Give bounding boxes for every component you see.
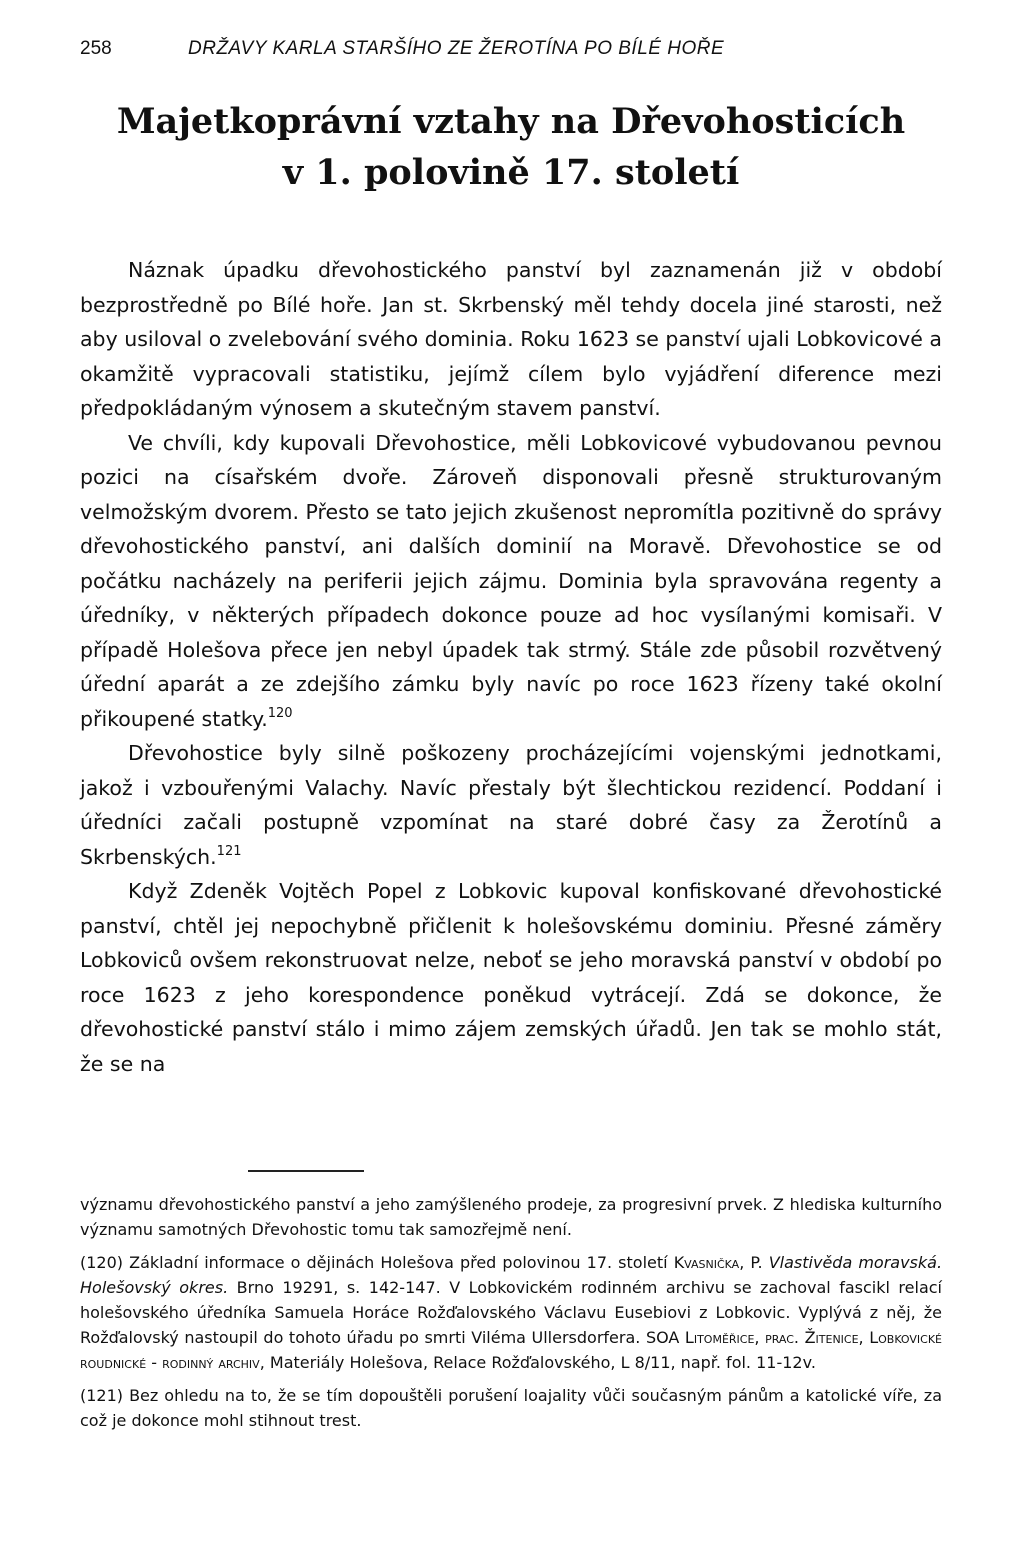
running-title: DRŽAVY KARLA STARŠÍHO ZE ŽEROTÍNA PO BÍLÉ HOŘE xyxy=(188,38,725,59)
footnote-120-title: Vlastivěda moravská. Holešovský okres. xyxy=(80,1253,943,1297)
footnote-120-marker: (120) xyxy=(80,1253,124,1272)
document-page xyxy=(80,0,942,1560)
paragraph-1 xyxy=(80,253,942,426)
footnotes xyxy=(80,1192,942,1441)
footnote-121 xyxy=(80,1383,942,1433)
paragraph-4-text: Když Zdeněk Vojtěch Popel z Lobkovic kupoval konfiskované dřevohostické panství, chtěl jej nepochybně přičlenit k holešovskému dominiu. Přesné záměry Lobkoviců ovšem rekonstruovat nelze, neboť se jeho moravská panství v období po roce 1623 z jeho korespondence poněkud vytrácejí. Zdá se dokonce, že dřevohostické panství stálo i mimo zájem zemských úřadů. Jen tak se mohlo stát, že se na xyxy=(80,879,942,1076)
footnote-120-text-a: Základní informace o dějinách Holešova před polovinou 17. století xyxy=(129,1253,668,1272)
footnote-separator xyxy=(248,1170,364,1172)
page-number: 258 xyxy=(80,38,112,59)
paragraph-2 xyxy=(80,426,942,737)
paragraph-3-text: Dřevohostice byly silně poškozeny procházejícími vojenskými jednotkami, jakož i vzbouřenými Valachy. Navíc přestaly být šlechtickou rezidencí. Poddaní i úředníci začali postupně vzpomínat na staré dobré časy za Žerotínů a Skrbenských. xyxy=(80,741,942,869)
footnote-121-marker: (121) xyxy=(80,1386,124,1405)
paragraph-3 xyxy=(80,736,942,874)
footnote-120-author: Kvasnička, P. xyxy=(673,1253,763,1272)
footnote-120-archive: SOA Litoměřice, prac. Žitenice, Lobkovické roudnické - rodinný archiv, xyxy=(80,1328,943,1372)
body-text xyxy=(80,253,942,1081)
paragraph-4 xyxy=(80,874,942,1081)
running-head xyxy=(80,38,942,60)
paragraph-1-text: Náznak úpadku dřevohostického panství byl zaznamenán již v období bezprostředně po Bílé hoře. Jan st. Skrbenský měl tehdy docela jiné starosti, než aby usiloval o zvelebování svého dominia. Roku 1623 se panství ujali Lobkovicové a okamžitě vypracovali statistiku, jejímž cílem bylo vyjádření diference mezi předpokládaným výnosem a skutečným stavem panství. xyxy=(80,258,942,420)
chapter-title-line1: Majetkoprávní vztahy na Dřevohosticích xyxy=(116,101,906,142)
footnote-120-text-c: Materiály Holešova, Relace Rožďalovského, L 8/11, např. fol. 11-12v. xyxy=(269,1353,816,1372)
footnote-ref-120[interactable]: 120 xyxy=(267,705,293,721)
chapter-title-line2: v 1. polovině 17. století xyxy=(282,152,740,193)
paragraph-2-text: Ve chvíli, kdy kupovali Dřevohostice, měli Lobkovicové vybudovanou pevnou pozici na císařském dvoře. Zároveň disponovali přesně strukturovaným velmožským dvorem. Přesto se tato jejich zkušenost nepromítla pozitivně do správy dřevohostického panství, ani dalších dominií na Moravě. Dřevohostice se od počátku nacházely na periferii jejich zájmu. Dominia byla spravována regenty a úředníky, v některých případech dokonce pouze ad hoc vysílanými komisaři. V případě Holešova přece jen nebyl úpadek tak strmý. Stále zde působil rozvětvený úřední aparát a ze zdejšího zámku byly navíc po roce 1623 řízeny také okolní přikoupené statky. xyxy=(80,430,942,731)
footnote-121-text: Bez ohledu na to, že se tím dopouštěli porušení loajality vůči současným pánům a katolické víře, za což je dokonce mohl stihnout trest. xyxy=(80,1386,942,1430)
chapter-title xyxy=(80,96,942,198)
footnote-ref-121[interactable]: 121 xyxy=(216,843,242,859)
footnote-120 xyxy=(80,1250,942,1375)
footnote-120-text-b: Brno 19291, s. 142-147. V Lobkovickém rodinném archivu se zachoval fascikl relací holešovského úředníka Samuela Horáce Rožďalovského Václavu Eusebiovi z Lobkovic. Vyplývá z něj, že Rožďalovský nastoupil do tohoto úřadu po smrti Viléma Ullersdorfera. xyxy=(80,1278,942,1347)
footnote-continuation: významu dřevohostického panství a jeho zamýšleného prodeje, za progresivní prvek. Z hlediska kulturního významu samotných Dřevohostic tomu tak samozřejmě není. xyxy=(80,1195,942,1239)
